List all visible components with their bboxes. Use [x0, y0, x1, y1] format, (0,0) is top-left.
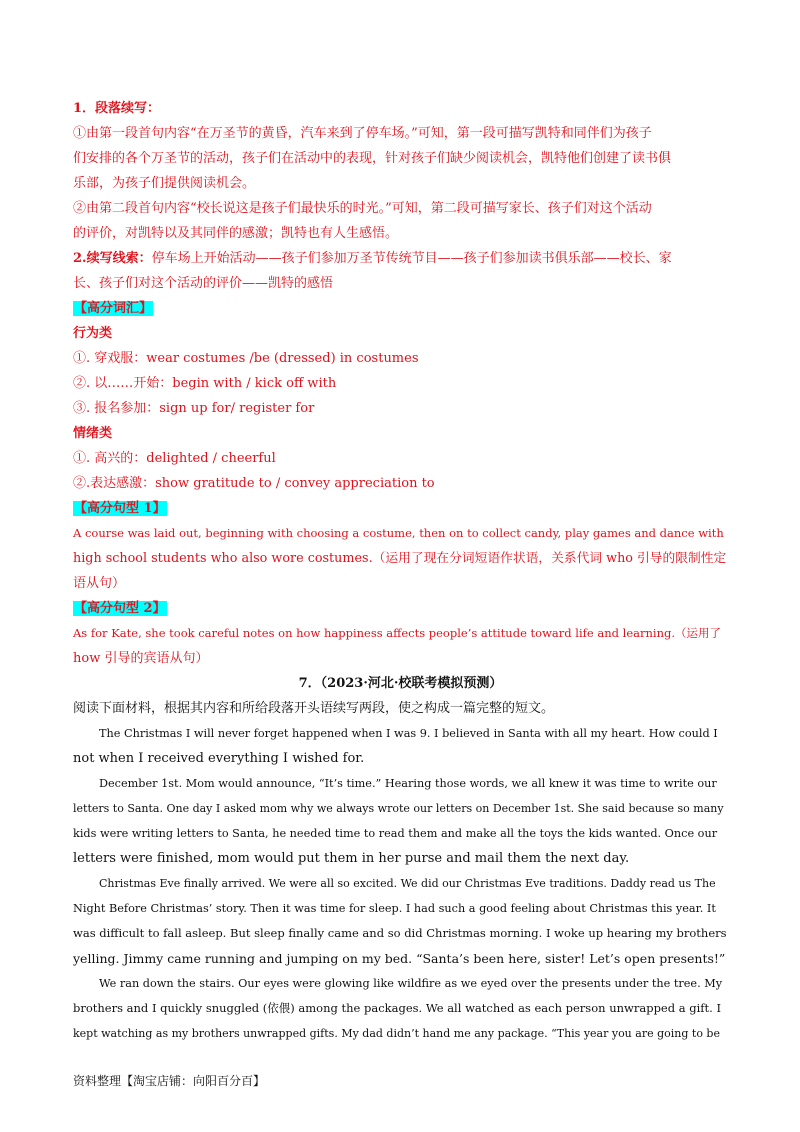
vocab-item: ①. 穿戏服：wear costumes /be (dressed) in costumes: [73, 351, 419, 366]
passage-line: letters to Santa. One day I asked mom why we always wrote our letters on December 1st. She said because so many: [73, 802, 724, 815]
text-line: As for Kate, she took careful notes on how happiness affects people’s attitude toward life and learning.（运用了: [73, 626, 721, 640]
passage-line: was difficult to fall asleep. But sleep finally came and so did Christmas morning. I woke up hearing my brothers: [73, 926, 727, 940]
section-heading: 1．段落续写：: [73, 101, 161, 116]
page-footer: 资料整理【淘宝店铺：向阳百分百】: [73, 1074, 266, 1088]
question-instruction: 阅读下面材料，根据其内容和所给段落开头语续写两段，使之构成一篇完整的短文。: [73, 701, 555, 716]
question-title: 7．（2023·河北·校联考模拟预测）: [298, 676, 503, 691]
sentence-tag: 【高分句型 2】: [74, 601, 166, 616]
passage-line: kept watching as my brothers unwrapped gifts. My dad didn’t hand me any package. “This year you are going to be: [73, 1027, 720, 1040]
clue-label: 2.续写线索：: [73, 251, 152, 266]
text-line: A course was laid out, beginning with choosing a costume, then on to collect candy, play games and dance with: [73, 526, 724, 540]
text-line: ②由第二段首句内容“校长说这是孩子们最快乐的时光。”可知，第二段可描写家长、孩子们对这个活动: [73, 201, 652, 216]
text-line: how 引导的宾语从句）: [73, 651, 209, 666]
sentence-tag: 【高分句型 1】: [74, 501, 166, 516]
passage-line: brothers and I quickly snuggled (依偎) among the packages. We all watched as each person unwrapped a gift. I: [73, 1001, 722, 1015]
passage-line: letters were finished, mom would put them in her purse and mail them the next day.: [73, 851, 630, 866]
vocab-item: ②. 以……开始：begin with / kick off with: [73, 376, 337, 391]
passage-line: We ran down the stairs. Our eyes were glowing like wildfire as we eyed over the presents under the tree. My: [99, 977, 723, 990]
category-heading: 行为类: [73, 326, 113, 341]
passage-line: yelling. Jimmy came running and jumping on my bed. “Santa’s been here, sister! Let’s open presents!”: [73, 951, 726, 966]
vocab-tag-row: [73, 296, 728, 321]
text-line: 长、孩子们对这个活动的评价——凯特的感悟: [73, 276, 334, 291]
vocab-item: ③. 报名参加：sign up for/ register for: [73, 401, 315, 416]
text-line: 语从句）: [73, 576, 126, 591]
document-body: [73, 96, 728, 1046]
passage-line: not when I received everything I wished for.: [73, 751, 365, 766]
sentence-tag-row: [73, 496, 728, 521]
passage-line: Christmas Eve finally arrived. We were all so excited. We did our Christmas Eve traditions. Daddy read us The: [99, 877, 716, 890]
text-line: high school students who also wore costumes.（运用了现在分词短语作状语，关系代词 who 引导的限制性定: [73, 551, 727, 566]
passage-line: The Christmas I will never forget happened when I was 9. I believed in Santa with all my heart. How could I: [99, 727, 718, 740]
vocab-tag: 【高分词汇】: [74, 301, 153, 316]
vocab-item: ②.表达感激：show gratitude to / convey appreciation to: [73, 476, 435, 491]
text-line: ①由第一段首句内容“在万圣节的黄昏，汽车来到了停车场。”可知，第一段可描写凯特和同伴们为孩子: [73, 126, 652, 141]
passage-line: kids were writing letters to Santa, he needed time to read them and make all the toys the kids wanted. Once our: [73, 827, 718, 840]
passage-line: December 1st. Mom would announce, “It’s time.” Hearing those words, we all knew it was time to write our: [99, 777, 717, 790]
vocab-item: ①. 高兴的：delighted / cheerful: [73, 451, 276, 466]
passage-line: Night Before Christmas’ story. Then it was time for sleep. I had such a good feeling about Christmas this year. It: [73, 902, 716, 915]
category-heading: 情绪类: [73, 426, 113, 441]
sentence-tag-row: [73, 596, 728, 621]
text-line: 乐部，为孩子们提供阅读机会。: [73, 176, 256, 191]
clue-line: 2.续写线索：停车场上开始活动——孩子们参加万圣节传统节目——孩子们参加读书俱乐部——校长、家: [73, 251, 672, 266]
text-line: 的评价，对凯特以及其同伴的感激；凯特也有人生感悟。: [73, 226, 399, 241]
text-line: 们安排的各个万圣节的活动，孩子们在活动中的表现，针对孩子们缺少阅读机会，凯特他们创建了读书俱: [73, 151, 672, 166]
